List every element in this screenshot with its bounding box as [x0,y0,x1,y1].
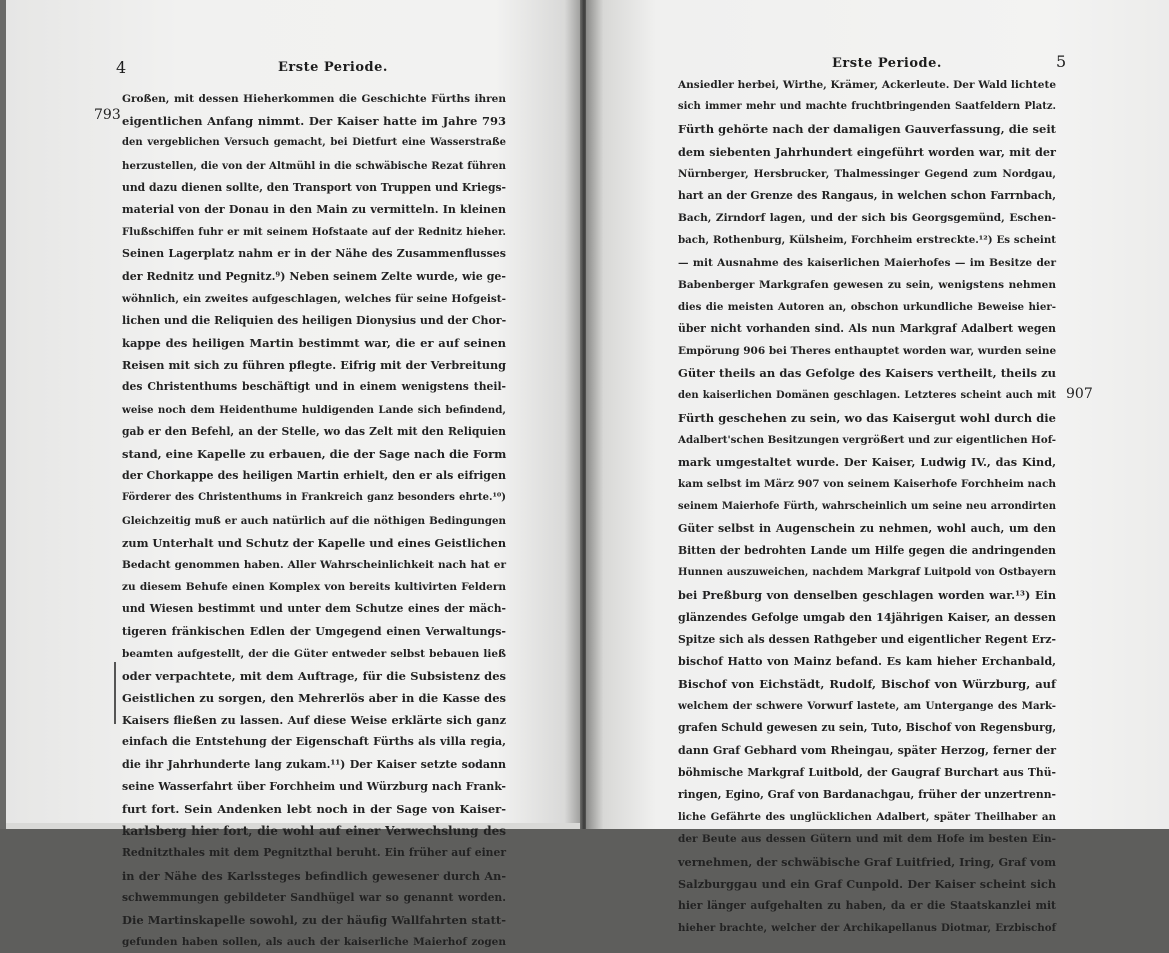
text-line: und dazu dienen sollte, den Transport von Truppen und Kriegs- [122,180,506,194]
text-line: Bedacht genommen haben. Aller Wahrscheinlichkeit nach hat er [122,558,506,571]
text-line: Die Martinskapelle sowohl, zu der häufig Wallfahrten statt- [122,912,506,927]
text-line: Flußschiffen fuhr er mit seinem Hofstaate auf der Rednitz hieher. [122,226,506,239]
text-line: Kaisers fließen zu lassen. Auf diese Weise erklärte sich ganz [122,713,506,728]
text-line: Fürth geschehen zu sein, wo das Kaisergut wohl durch die [678,410,1056,425]
page-number-left: 4 [116,58,127,77]
text-line: Adalbert'schen Besitzungen vergrößert und zur eigentlichen Hof- [678,434,1056,446]
text-line: den vergeblichen Versuch gemacht, bei Dietfurt eine Wasserstraße [122,137,506,149]
text-line: weise noch dem Heidenthume huldigenden Lande sich befindend, [122,403,506,416]
text-line: kam selbst im März 907 von seinem Kaiserhofe Forchheim nach [678,478,1056,491]
text-line: gab er den Befehl, an der Stelle, wo das Zelt mit den Reliquien [122,424,506,438]
text-line: Babenberger Markgrafen gewesen zu sein, wenigstens nehmen [678,278,1056,291]
text-line: hier länger aufgehalten zu haben, da er die Staatskanzlei mit [678,898,1056,912]
text-line: schwemmungen gebildeter Sandhügel war so genannt worden. [122,890,506,904]
text-line: dies die meisten Autoren an, obschon urkundliche Beweise hier- [678,300,1056,313]
text-line: Rednitzthales mit dem Pegnitzthal beruht. Ein früher auf einer [122,846,506,860]
text-line: mark umgestaltet wurde. Der Kaiser, Ludwig IV., das Kind, [678,455,1056,470]
text-line: hieher brachte, welcher der Archikapellanus Diotmar, Erzbischof [678,922,1056,935]
text-line: Hunnen auszuweichen, nachdem Markgraf Luitpold von Ostbayern [678,567,1056,579]
text-line: liche Gefährte des unglücklichen Adalbert, später Theilhaber an [678,811,1056,824]
text-line: Ansiedler herbei, Wirthe, Krämer, Ackerleute. Der Wald lichtete [678,79,1056,91]
text-line: Großen, mit dessen Hieherkommen die Geschichte Fürths ihren [122,93,506,105]
text-line: Bischof von Eichstädt, Rudolf, Bischof von Würzburg, auf [678,677,1056,692]
text-line: böhmische Markgraf Luitbold, der Gaugraf Burchart aus Thü- [678,765,1056,779]
text-line: stand, eine Kapelle zu erbauen, die der Sage nach die Form [122,447,507,461]
text-line: furt fort. Sein Andenken lebt noch in der Sage von Kaiser- [122,802,506,816]
text-line: lichen und die Reliquien des heiligen Dionysius und der Chor- [122,313,507,327]
text-line: gefunden haben sollen, als auch der kaiserliche Maierhof zogen [122,936,506,949]
text-line: zu diesem Behufe einen Komplex von bereits kultivirten Feldern [122,581,506,594]
text-line: des Christenthums beschäftigt und in einem wenigstens theil- [122,380,506,394]
running-head-right: Erste Periode. [832,56,942,71]
text-line: Geistlichen zu sorgen, den Mehrerlös aber in die Kasse des [122,691,506,706]
text-line: hart an der Grenze des Rangaus, in welchen schon Farrnbach, [678,188,1056,202]
margin-year-right: 907 [1066,386,1093,402]
text-line: die ihr Jahrhunderte lang zukam.¹¹) Der Kaiser setzte sodann [122,757,506,771]
text-line: den kaiserlichen Domänen geschlagen. Letzteres scheint auch mit [678,389,1056,401]
text-line: Bitten der bedrohten Lande um Hilfe gegen die andringenden [678,543,1056,557]
pencil-mark [114,662,116,724]
text-line: über nicht vorhanden sind. Als nun Markgraf Adalbert wegen [678,322,1056,336]
left-page [6,0,582,949]
text-line: vernehmen, der schwäbische Graf Luitfried, Iring, Graf vom [678,854,1056,869]
text-line: einfach die Entstehung der Eigenschaft Fürths als villa regia, [122,735,506,749]
text-line: und Wiesen bestimmt und unter dem Schutze eines der mäch- [122,602,506,616]
text-line: ringen, Egino, Graf von Bardanachgau, früher der unzertrenn- [678,788,1056,801]
text-line: wöhnlich, ein zweites aufgeschlagen, welches für seine Hofgeist- [122,292,506,305]
text-line: der Beute aus dessen Gütern und mit dem Hofe im besten Ein- [678,833,1056,846]
text-line: Reisen mit sich zu führen pflegte. Eifrig mit der Verbreitung [122,358,506,373]
text-line: Fürth gehörte nach der damaligen Gauverfassung, die seit [678,122,1056,137]
text-line: der Chorkappe des heiligen Martin erhielt, den er als eifrigen [122,469,506,483]
right-page [586,0,1169,935]
text-line: welchem der schwere Vorwurf lastete, am Untergange des Mark- [678,700,1056,713]
text-line: dann Graf Gebhard vom Rheingau, später Herzog, ferner der [678,743,1056,757]
text-line: beamten aufgestellt, der die Güter entweder selbst bebauen ließ [122,647,506,660]
text-line: dem siebenten Jahrhundert eingeführt worden war, mit der [678,144,1056,159]
right-body-text [678,74,1056,939]
text-line: der Rednitz und Pegnitz.⁹) Neben seinem Zelte wurde, wie ge- [122,269,506,283]
text-line: zum Unterhalt und Schutz der Kapelle und eines Geistlichen [122,535,506,550]
text-line: sich immer mehr und machte fruchtbringenden Saatfeldern Platz. [678,101,1056,113]
text-line: — mit Ausnahme des kaiserlichen Maierhofes — im Besitze der [678,256,1056,269]
text-line: herzustellen, die von der Altmühl in die schwäbische Rezat führen [122,159,506,172]
text-line: glänzendes Gefolge umgab den 14jährigen Kaiser, an dessen [678,610,1056,624]
text-line: Güter selbst in Augenschein zu nehmen, wohl auch, um den [678,521,1056,535]
text-line: eigentlichen Anfang nimmt. Der Kaiser hatte im Jahre 793 [122,114,506,129]
text-line: Spitze sich als dessen Rathgeber und eigentlicher Regent Erz- [678,632,1056,646]
running-head-left: Erste Periode. [278,60,388,75]
text-line: Empörung 906 bei Theres enthauptet worden war, wurden seine [678,345,1057,358]
text-line: tigeren fränkischen Edlen der Umgegend einen Verwaltungs- [122,624,506,638]
text-line: Seinen Lagerplatz nahm er in der Nähe des Zusammenflusses [122,247,506,261]
text-line: kappe des heiligen Martin bestimmt war, die er auf seinen [122,336,506,351]
text-line: Förderer des Christenthums in Frankreich ganz besonders ehrte.¹⁰) [122,492,506,504]
text-line: Gleichzeitig muß er auch natürlich auf die nöthigen Bedingungen [122,514,506,527]
text-line: Güter theils an das Gefolge des Kaisers vertheilt, theils zu [678,366,1056,381]
text-line: in der Nähe des Karlssteges befindlich gewesener durch An- [122,868,506,883]
page-number-right: 5 [1056,52,1067,71]
text-line: grafen Schuld gewesen zu sein, Tuto, Bischof von Regensburg, [678,721,1057,735]
text-line: material von der Donau in den Main zu vermitteln. In kleinen [122,202,506,216]
text-line: seine Wasserfahrt über Forchheim und Würzburg nach Frank- [122,779,506,793]
text-line: Bach, Zirndorf lagen, und der sich bis Georgsgemünd, Eschen- [678,212,1056,225]
text-line: Salzburggau und ein Graf Cunpold. Der Kaiser scheint sich [678,876,1056,891]
margin-year-left: 793 [94,107,121,123]
text-line: bischof Hatto von Mainz befand. Es kam hieher Erchanbald, [678,654,1056,668]
text-line: oder verpachtete, mit dem Auftrage, für die Subsistenz des [122,668,506,683]
text-line: karlsberg hier fort, die wohl auf einer Verwechslung des [122,824,506,839]
text-line: bach, Rothenburg, Külsheim, Forchheim erstreckte.¹²) Es scheint [678,234,1056,247]
text-line: Nürnberger, Hersbrucker, Thalmessinger Gegend zum Nordgau, [678,167,1056,180]
left-body-text [122,88,506,953]
text-line: seinem Maierhofe Fürth, wahrscheinlich um seine neu arrondirten [678,500,1056,512]
text-line: bei Preßburg von denselben geschlagen worden war.¹³) Ein [678,588,1056,603]
